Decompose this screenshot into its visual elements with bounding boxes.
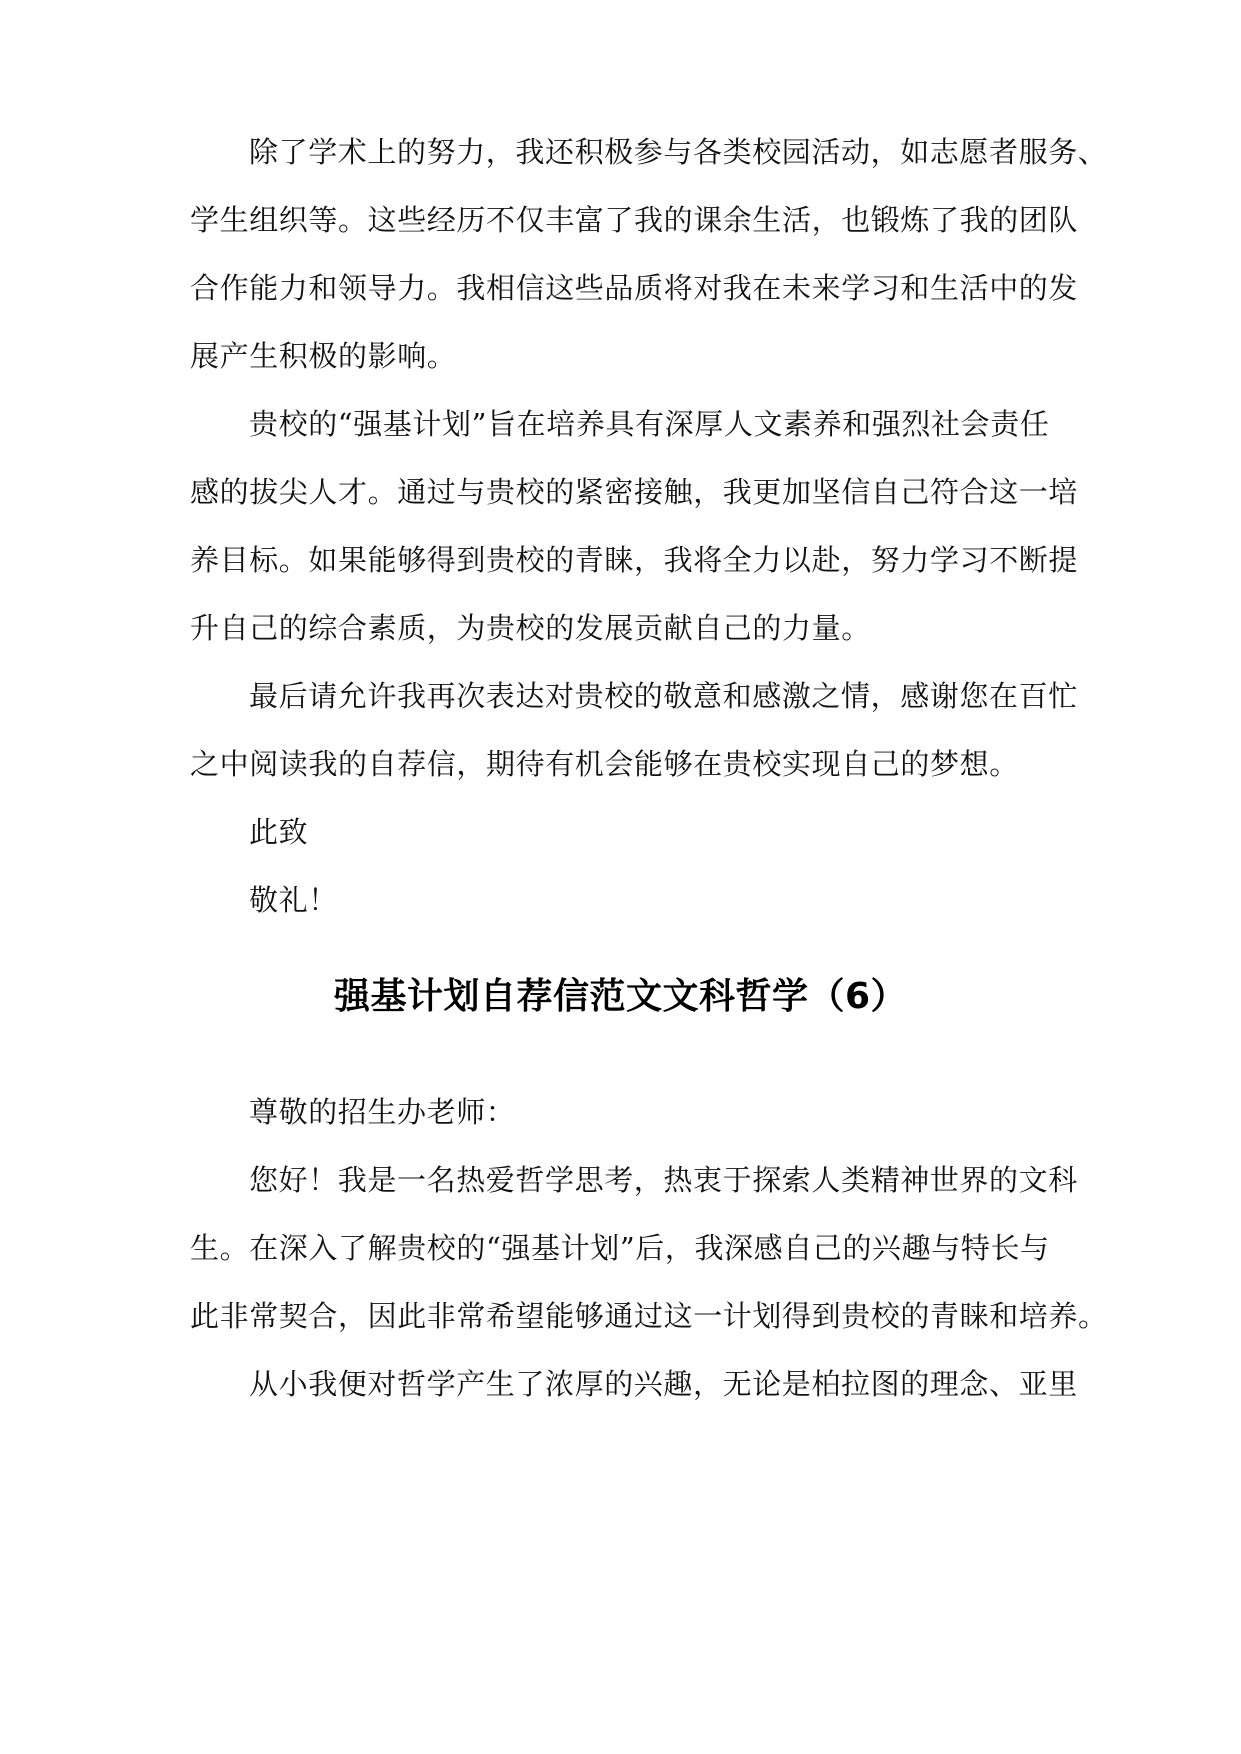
paragraph-line: 感的拔尖人才。通过与贵校的紧密接触，我更加坚信自己符合这一培 — [190, 475, 1079, 509]
paragraph-line: 合作能力和领导力。我相信这些品质将对我在未来学习和生活中的发 — [190, 271, 1079, 305]
paragraph-line: 最后请允许我再次表达对贵校的敬意和感激之情，感谢您在百忙 — [249, 679, 1078, 713]
paragraph-line: 贵校的“强基计划”旨在培养具有深厚人文素养和强烈社会责任 — [249, 407, 1050, 441]
paragraph-line: 展产生积极的影响。 — [190, 339, 457, 373]
paragraph-line: 学生组织等。这些经历不仅丰富了我的课余生活，也锻炼了我的团队 — [190, 203, 1079, 237]
paragraph-line: 之中阅读我的自荐信，期待有机会能够在贵校实现自己的梦想。 — [190, 747, 1019, 781]
paragraph-line: 生。在深入了解贵校的“强基计划”后，我深感自己的兴趣与特长与 — [190, 1231, 1050, 1265]
paragraph-line: 除了学术上的努力，我还积极参与各类校园活动，如志愿者服务、 — [249, 135, 1108, 169]
paragraph-line: 养目标。如果能够得到贵校的青睐，我将全力以赴，努力学习不断提 — [190, 543, 1079, 577]
paragraph-line: 您好！我是一名热爱哲学思考，热衷于探索人类精神世界的文科 — [249, 1163, 1078, 1197]
paragraph-line: 升自己的综合素质，为贵校的发展贡献自己的力量。 — [190, 611, 871, 645]
closing-regards: 敬礼！ — [249, 883, 338, 917]
section-title: 强基计划自荐信范文文科哲学（6） — [333, 976, 908, 1017]
greeting-line: 尊敬的招生办老师： — [249, 1095, 516, 1129]
paragraph-line: 从小我便对哲学产生了浓厚的兴趣，无论是柏拉图的理念、亚里 — [249, 1367, 1078, 1401]
paragraph-line: 此非常契合，因此非常希望能够通过这一计划得到贵校的青睐和培养。 — [190, 1299, 1108, 1333]
closing-salutation: 此致 — [249, 815, 309, 849]
